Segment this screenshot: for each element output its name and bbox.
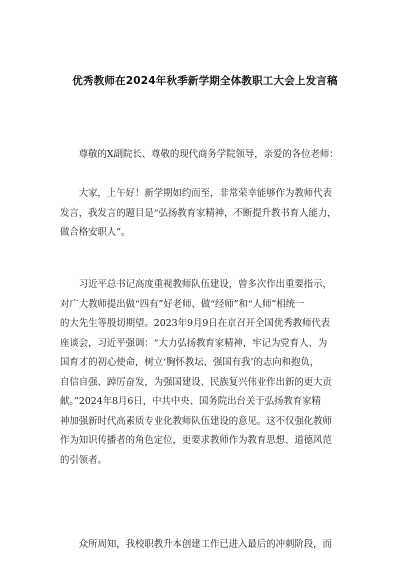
text-line: 神加强新时代高素质专业化教师队伍建设的意见。这不仅强化教师 <box>60 415 332 427</box>
text-line: 做合格安职人”。 <box>60 227 131 238</box>
text-line: 的大先生等殷切期望。2023年9月9日在京召开全国优秀教师代表 <box>60 318 331 329</box>
paragraph-body <box>60 275 352 470</box>
text-line: 自信自强、踔厉奋发，为强国建设、民族复兴伟业作出新的更大贡 <box>60 376 332 388</box>
text-line: 作为知识传播者的角色定位，更要求教师作为教育思想、道德风范 <box>60 435 332 446</box>
text-line: 国育才的初心使命，树立‘胸怀教坛、强国有我’的志向和抱负， <box>60 357 320 368</box>
text-line: 大家，上午好！新学期如约而至，非常荣幸能够作为教师代表 <box>78 188 332 199</box>
text-line: 众所周知，我校职教升本创建工作已进入最后的冲刺阶段，而 <box>78 539 332 550</box>
text-line: 发言，我发言的题目是“弘扬教育家精神，不断提升教书育人能力， <box>60 207 337 219</box>
text-line: 对广大教师提出做“四有”好老师、做“经师”和“人师”相统一 <box>60 298 305 310</box>
text-line: 献。”2024年8月6日，中共中央、国务院出台关于弘扬教育家精 <box>60 396 321 407</box>
paragraph-salutation <box>60 145 352 165</box>
text-line: 习近平总书记高度重视教师队伍建设，曾多次作出重要指示， <box>78 279 332 290</box>
paragraph-greeting <box>60 184 352 243</box>
document-title: 优秀教师在2024年秋季新学期全体教职工大会上发言稿 <box>72 75 338 87</box>
paragraph-closing <box>60 535 352 555</box>
text-line: 尊敬的X副院长、尊敬的现代商务学院领导，亲爱的各位老师： <box>78 149 339 160</box>
text-line: 座谈会，习近平强调：“大力弘扬教育家精神，牢记为党育人、为 <box>60 337 328 349</box>
text-line: 的引领者。 <box>60 454 107 466</box>
